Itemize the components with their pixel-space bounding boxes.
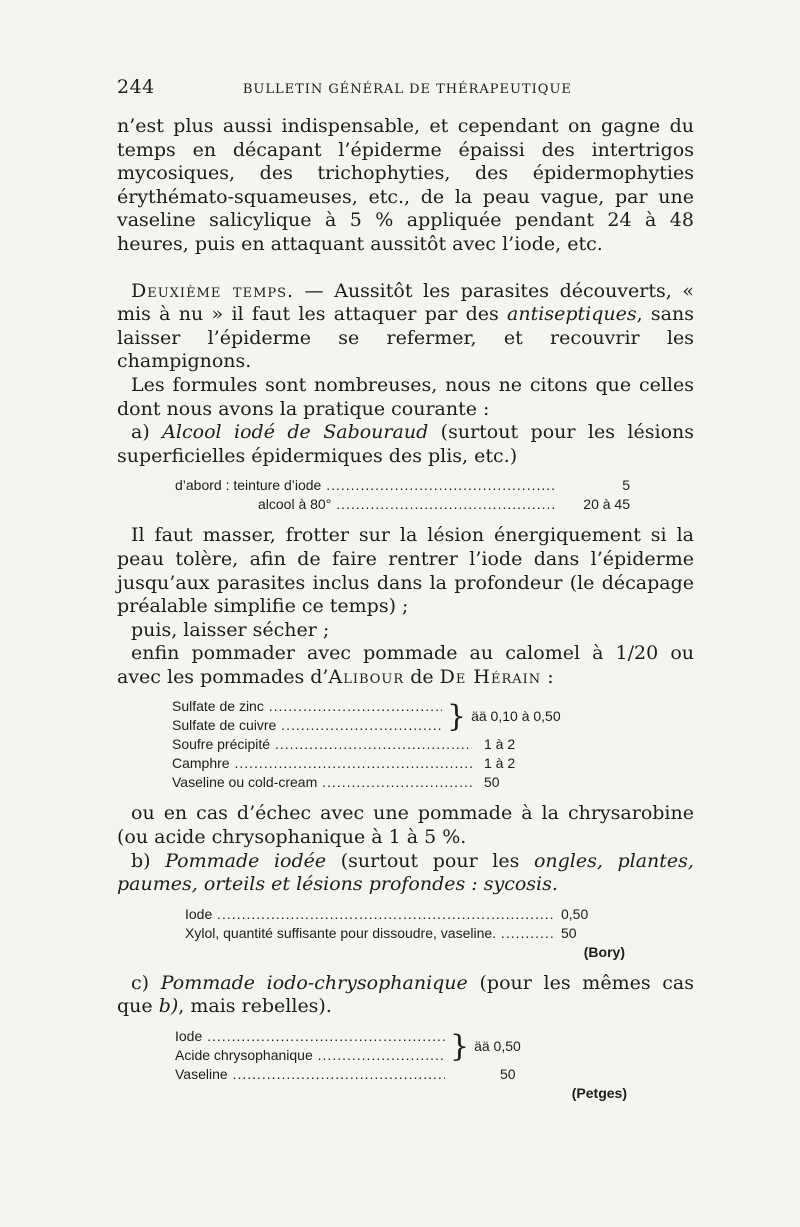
formula-row: Xylol, quantité suffisante pour dissoudre, vaseline. ..... 50 — [185, 924, 625, 943]
paragraph-deuxieme-temps: Deuxième temps. — Aussitôt les parasites découverts, « mis à nu » il faut les attaquer par des antiseptiques, sans laisser l’épiderme se refermer, et recouvrir les champignons. — [117, 279, 694, 373]
paragraph-pommader: enfin pommader avec pommade au calomel à 1/20 ou avec les pommades d’Alibour de De Hérain : — [117, 642, 694, 688]
paragraph-1: n’est plus aussi indispensable, et cependant on gagne du temps en décapant l’épiderme épaissi des intertrigos mycosiques, des trichophyties, des épidermophyties érythémato-squameuses, etc., de la peau vague, par une vaseline salicylique à 5 % appliquée pendant 24 à 48 heures, puis en attaquant aussitôt avec l’iode, etc. — [117, 115, 694, 255]
formula-row: Acide chrysophanique ..... — [175, 1046, 445, 1065]
formula-row: alcool à 80° ..... 20 à 45 — [175, 495, 630, 514]
paragraph-b: b) Pommade iodée (surtout pour les ongles, plantes, paumes, orteils et lésions profondes : sycosis. — [117, 849, 694, 896]
running-header — [117, 76, 690, 98]
paragraph-masser: Il faut masser, frotter sur la lésion énergiquement si la peau tolère, afin de faire rentrer l’iode dans l’épiderme jusqu’aux parasites inclus dans la profondeur (le décapage préalable simplifie ce temps) ; — [117, 524, 694, 618]
formula-row: Vaseline ..... 50 — [175, 1065, 627, 1084]
formula-row: Iode ..... 0,50 — [185, 905, 625, 924]
brace-glyph: } — [450, 1028, 470, 1064]
page-number: 244 — [117, 76, 155, 98]
formula-brace-group: Sulfate de zinc ..... Sulfate de cuivre ..... } ää 0,10 à 0,50 — [172, 697, 632, 735]
section-heading: Deuxième temps. — [131, 279, 295, 302]
formula-row: Vaseline ou cold-cream ..... 50 — [172, 773, 632, 792]
formula-sabouraud — [175, 476, 630, 514]
formula-source: (Bory) — [583, 943, 625, 960]
formula-row: Iode ..... — [175, 1027, 445, 1046]
formula-row: Sulfate de zinc ..... — [172, 697, 442, 716]
paragraph-formules: Les formules sont nombreuses, nous ne citons que celles dont nous avons la pratique courante : — [117, 373, 694, 420]
formula-row: Camphre ..... 1 à 2 — [172, 754, 632, 773]
formula-row: Soufre précipité ..... 1 à 2 — [172, 735, 632, 754]
body-text — [117, 115, 694, 1113]
formula-row: d’abord : teinture d’iode ..... 5 — [175, 476, 630, 495]
formula-brace-group: Iode ..... Acide chrysophanique ..... } ää 0,50 — [175, 1027, 627, 1065]
paragraph-chrysarobine: ou en cas d’échec avec une pommade à la chrysarobine (ou acide chrysophanique à 1 à 5 %. — [117, 802, 694, 849]
formula-row: Sulfate de cuivre ..... — [172, 716, 442, 735]
running-title: BULLETIN GÉNÉRAL DE THÉRAPEUTIQUE — [242, 82, 572, 97]
formula-source: (Petges) — [571, 1085, 627, 1102]
paragraph-secher: puis, laisser sécher ; — [131, 618, 330, 641]
formula-petges — [175, 1027, 627, 1103]
paragraph-a: a) Alcool iodé de Sabouraud (surtout pour les lésions superficielles épidermiques des plis, etc.) — [117, 421, 694, 467]
formula-bory — [185, 905, 625, 962]
brace-glyph: } — [447, 698, 467, 734]
formula-alibour — [172, 697, 632, 792]
paragraph-c: c) Pommade iodo-chrysophanique (pour les mêmes cas que b), mais rebelles). — [117, 971, 694, 1018]
